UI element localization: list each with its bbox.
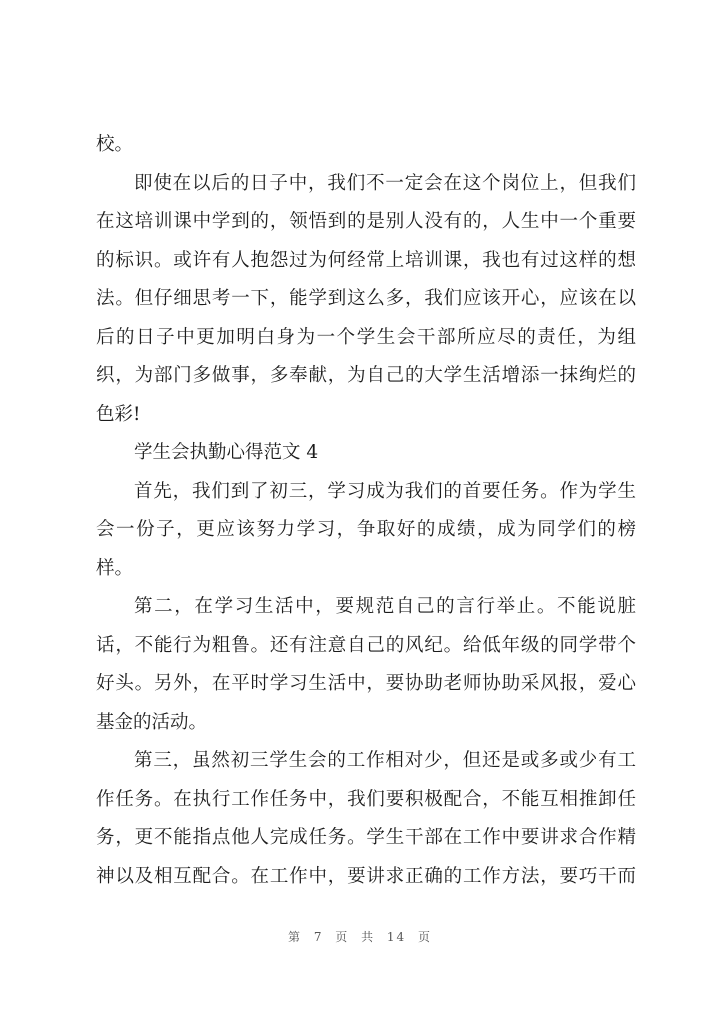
- text-line: 会一份子，更应该努力学习，争取好的成绩，成为同学们的榜: [96, 519, 636, 540]
- text-line: 务，更不能指点他人完成任务。学生干部在工作中要讲求合作精: [96, 827, 636, 848]
- text-line: 第二，在学习生活中，要规范自己的言行举止。不能说脏: [134, 596, 636, 617]
- text-line: 样。: [96, 557, 134, 579]
- text-line: 第三，虽然初三学生会的工作相对少，但还是或多或少有工: [134, 750, 636, 771]
- text-line: 话，不能行为粗鲁。还有注意自己的风纪。给低年级的同学带个: [96, 634, 636, 656]
- text-line: 法。但仔细思考一下，能学到这么多，我们应该开心，应该在以: [96, 288, 636, 309]
- text-line: 的标识。或许有人抱怨过为何经常上培训课，我也有过这样的想: [96, 249, 636, 271]
- text-line: 基金的活动。: [96, 711, 208, 733]
- text-line: 色彩!: [96, 403, 141, 425]
- text-line: 作任务。在执行工作任务中，我们要积极配合，不能互相推卸任: [96, 788, 636, 810]
- body-text: [96, 126, 636, 896]
- text-line: 后的日子中更加明白身为一个学生会干部所应尽的责任，为组: [96, 326, 636, 348]
- section-heading: 学生会执勤心得范文 4: [134, 442, 319, 463]
- text-line: 神以及相互配合。在工作中，要讲求正确的工作方法，要巧干而: [96, 865, 636, 887]
- text-line: 首先，我们到了初三，学习成为我们的首要任务。作为学生: [134, 480, 636, 502]
- text-line: 织，为部门多做事，多奉献，为自己的大学生活增添一抹绚烂的: [96, 365, 636, 386]
- text-line: 即使在以后的日子中，我们不一定会在这个岗位上，但我们: [134, 172, 636, 194]
- text-line: 好头。另外，在平时学习生活中，要协助老师协助采风报，爱心: [96, 673, 636, 694]
- page-number-footer: 第 7 页 共 14 页: [288, 930, 432, 944]
- text-line: 校。: [96, 134, 134, 155]
- text-line: 在这培训课中学到的，领悟到的是别人没有的，人生中一个重要: [96, 211, 636, 232]
